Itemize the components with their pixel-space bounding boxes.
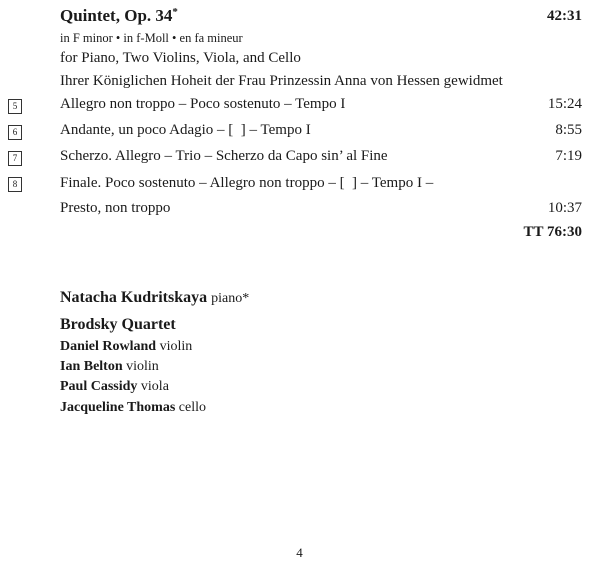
work-title (60, 6, 178, 26)
track-title: Finale. Poco sostenuto – Allegro non troppo – [ ] – Tempo I – (60, 175, 434, 191)
total-time: TT 76:30 (523, 224, 582, 240)
member-credit (60, 339, 192, 355)
member-role: violin (126, 359, 159, 374)
instrumentation: for Piano, Two Violins, Viola, and Cello (60, 50, 301, 66)
member-credit (60, 359, 159, 375)
track-title: Scherzo. Allegro – Trio – Scherzo da Capo sin’ al Fine (60, 148, 388, 164)
track-title: Andante, un poco Adagio – [ ] – Tempo I (60, 122, 311, 138)
work-title-text: Quintet, Op. 34 (60, 6, 173, 25)
work-total-duration: 42:31 (547, 8, 582, 24)
track-duration: 10:37 (547, 200, 582, 216)
member-name: Jacqueline Thomas (60, 400, 176, 415)
track-number-box: 5 (8, 99, 22, 114)
track-duration: 7:19 (555, 148, 582, 164)
member-credit (60, 400, 206, 416)
track-title: Allegro non troppo – Poco sostenuto – Tempo I (60, 96, 346, 112)
track-duration: 15:24 (547, 96, 582, 112)
track-title-continued: Presto, non troppo (60, 200, 171, 216)
member-credit (60, 379, 169, 395)
member-name: Paul Cassidy (60, 379, 138, 394)
pianist-credit (60, 289, 249, 307)
track-duration: 8:55 (555, 122, 582, 138)
track-number-box: 7 (8, 151, 22, 166)
work-title-mark: * (172, 6, 178, 18)
ensemble-name: Brodsky Quartet (60, 316, 176, 333)
page-number: 4 (296, 545, 303, 560)
pianist-name: Natacha Kudritskaya (60, 289, 208, 306)
track-number-box: 6 (8, 125, 22, 140)
pianist-role: piano* (211, 291, 250, 306)
member-role: cello (178, 400, 206, 415)
member-role: viola (140, 379, 169, 394)
member-name: Ian Belton (60, 359, 123, 374)
member-name: Daniel Rowland (60, 339, 157, 354)
key-line: in F minor • in f-Moll • en fa mineur (60, 31, 243, 45)
track-number-box: 8 (8, 177, 22, 192)
member-role: violin (159, 339, 193, 354)
dedication: Ihrer Königlichen Hoheit der Frau Prinzessin Anna von Hessen gewidmet (60, 73, 503, 89)
